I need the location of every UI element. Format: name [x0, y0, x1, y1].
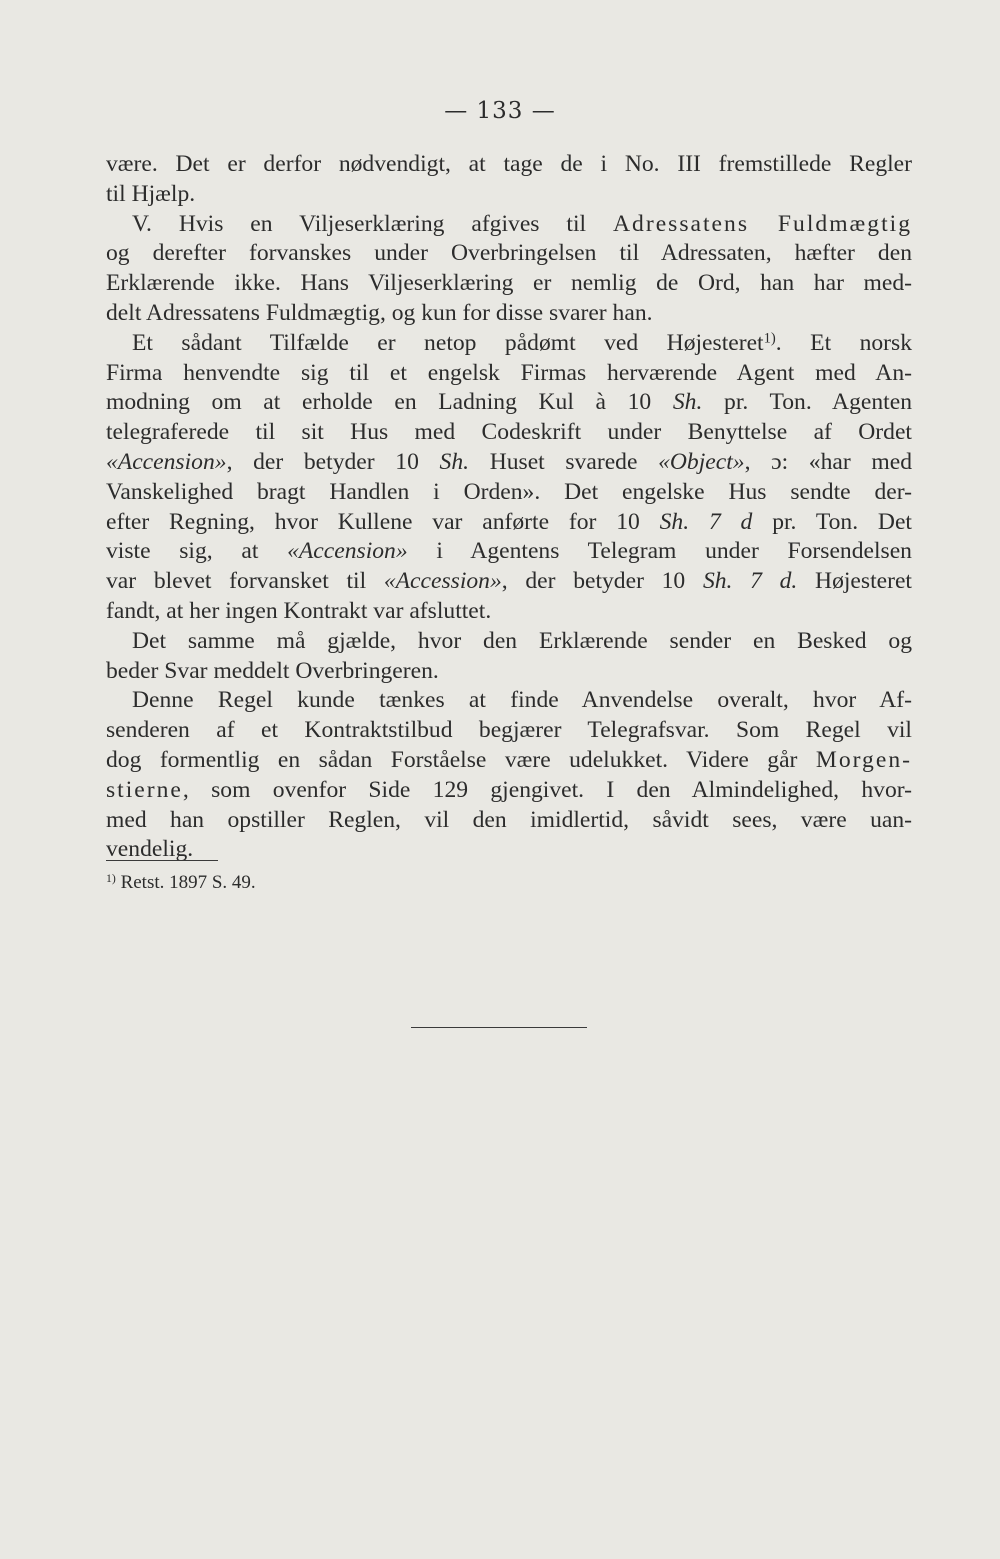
- text-fragment: i Agentens Telegram under Forsendelsen: [436, 538, 912, 565]
- text-line: [106, 508, 912, 538]
- text-line: og derefter forvanskes under Overbringelsen til Adressaten, hæfter den: [106, 240, 912, 267]
- text-line: Vanskelighed bragt Handlen i Orden». Det engelske Hus sendte der-: [106, 478, 912, 505]
- footnote-text: Retst. 1897 S. 49.: [120, 872, 256, 893]
- text-fragment: efter Regning, hvor Kullene var anførte for 10: [106, 508, 640, 535]
- text-line: delt Adressatens Fuldmægtig, og kun for disse svarer han.: [106, 299, 653, 326]
- text-line: senderen af et Kontraktstilbud begjærer Telegrafsvar. Som Regel vil: [106, 717, 912, 744]
- text-line: [106, 210, 912, 240]
- text-fragment: , som ovenfor Side 129 gjengivet. I den Almindelighed, hvor-: [182, 776, 912, 803]
- text-line: fandt, at her ingen Kontrakt var afsluttet.: [106, 597, 492, 624]
- footnote: [106, 870, 256, 896]
- text-line: [106, 537, 912, 567]
- text-line: [106, 776, 912, 806]
- text-fragment: Et norsk: [810, 329, 913, 356]
- text-line: Erklærende ikke. Hans Viljeserklæring er nemlig de Ord, han har med-: [106, 270, 912, 297]
- currency-italic: Sh. 7 d: [659, 508, 753, 535]
- text-line: Firma henvendte sig til et engelsk Firmas herværende Agent med An-: [106, 359, 912, 386]
- text-line: [106, 448, 912, 478]
- text-fragment: Et sådant Tilfælde er netop pådømt ved Højesteret: [132, 329, 764, 356]
- text-fragment: Huset svarede: [489, 448, 638, 475]
- text-line: til Hjælp.: [106, 180, 196, 207]
- text-fragment: pr. Ton. Det: [772, 508, 912, 535]
- text-line: vendelig.: [106, 836, 194, 863]
- telegram-word-italic: «Accension»: [287, 538, 408, 565]
- text-line: telegraferede til sit Hus med Codeskrift under Benyttelse af Ordet: [106, 419, 912, 446]
- text-fragment: Højesteret: [815, 568, 912, 595]
- body-text: [106, 150, 912, 865]
- footnote-reference: 1): [763, 330, 776, 347]
- telegram-word-italic: «Object»: [658, 448, 745, 475]
- currency-italic: Sh.: [439, 448, 470, 475]
- footnote-marker: 1): [106, 872, 116, 886]
- footnote-divider: [106, 860, 218, 861]
- text-line: med han opstiller Reglen, vil den imidlertid, såvidt sees, være uan-: [106, 806, 912, 833]
- text-fragment: viste sig, at: [106, 538, 259, 565]
- telegram-word-italic: «Accension»: [106, 448, 227, 475]
- spaced-name: Morgen-: [815, 746, 912, 773]
- text-fragment: V. Hvis en Viljeserklæring afgives til: [132, 210, 587, 237]
- text-fragment: modning om at erholde en Ladning Kul à 10: [106, 389, 652, 416]
- currency-italic: Sh. 7 d.: [702, 568, 798, 595]
- text-fragment: , ɔ: «har med: [744, 448, 912, 475]
- spaced-name: Adressatens Fuldmægtig: [613, 210, 912, 237]
- text-line: [106, 567, 912, 597]
- text-fragment: dog formentlig en sådan Forståelse være udelukket. Videre går: [106, 746, 798, 773]
- text-fragment: pr. Ton. Agenten: [724, 389, 912, 416]
- text-line: Denne Regel kunde tænkes at finde Anvendelse overalt, hvor Af-: [132, 687, 912, 714]
- end-divider: [411, 1027, 587, 1028]
- text-fragment: var blevet forvansket til: [106, 568, 367, 595]
- text-line: [106, 388, 912, 418]
- telegram-word-italic: «Accession»: [383, 568, 502, 595]
- text-line: Det samme må gjælde, hvor den Erklærende sender en Besked og: [132, 627, 912, 654]
- currency-italic: Sh.: [672, 389, 703, 416]
- text-line: Et sådant Tilfælde er netop pådømt ved Højesteret$^{1)}$. Et norsk: [132, 329, 913, 356]
- text-line: være. Det er derfor nødvendigt, at tage de i No. III fremstillede Regler: [106, 151, 912, 177]
- spaced-name: stierne: [106, 776, 183, 803]
- text-line: [106, 746, 912, 776]
- page-number: — 133 —: [444, 98, 556, 124]
- text-fragment: , der betyder 10: [226, 448, 419, 475]
- text-fragment: , der betyder 10: [501, 568, 686, 595]
- text-line: beder Svar meddelt Overbringeren.: [106, 657, 439, 684]
